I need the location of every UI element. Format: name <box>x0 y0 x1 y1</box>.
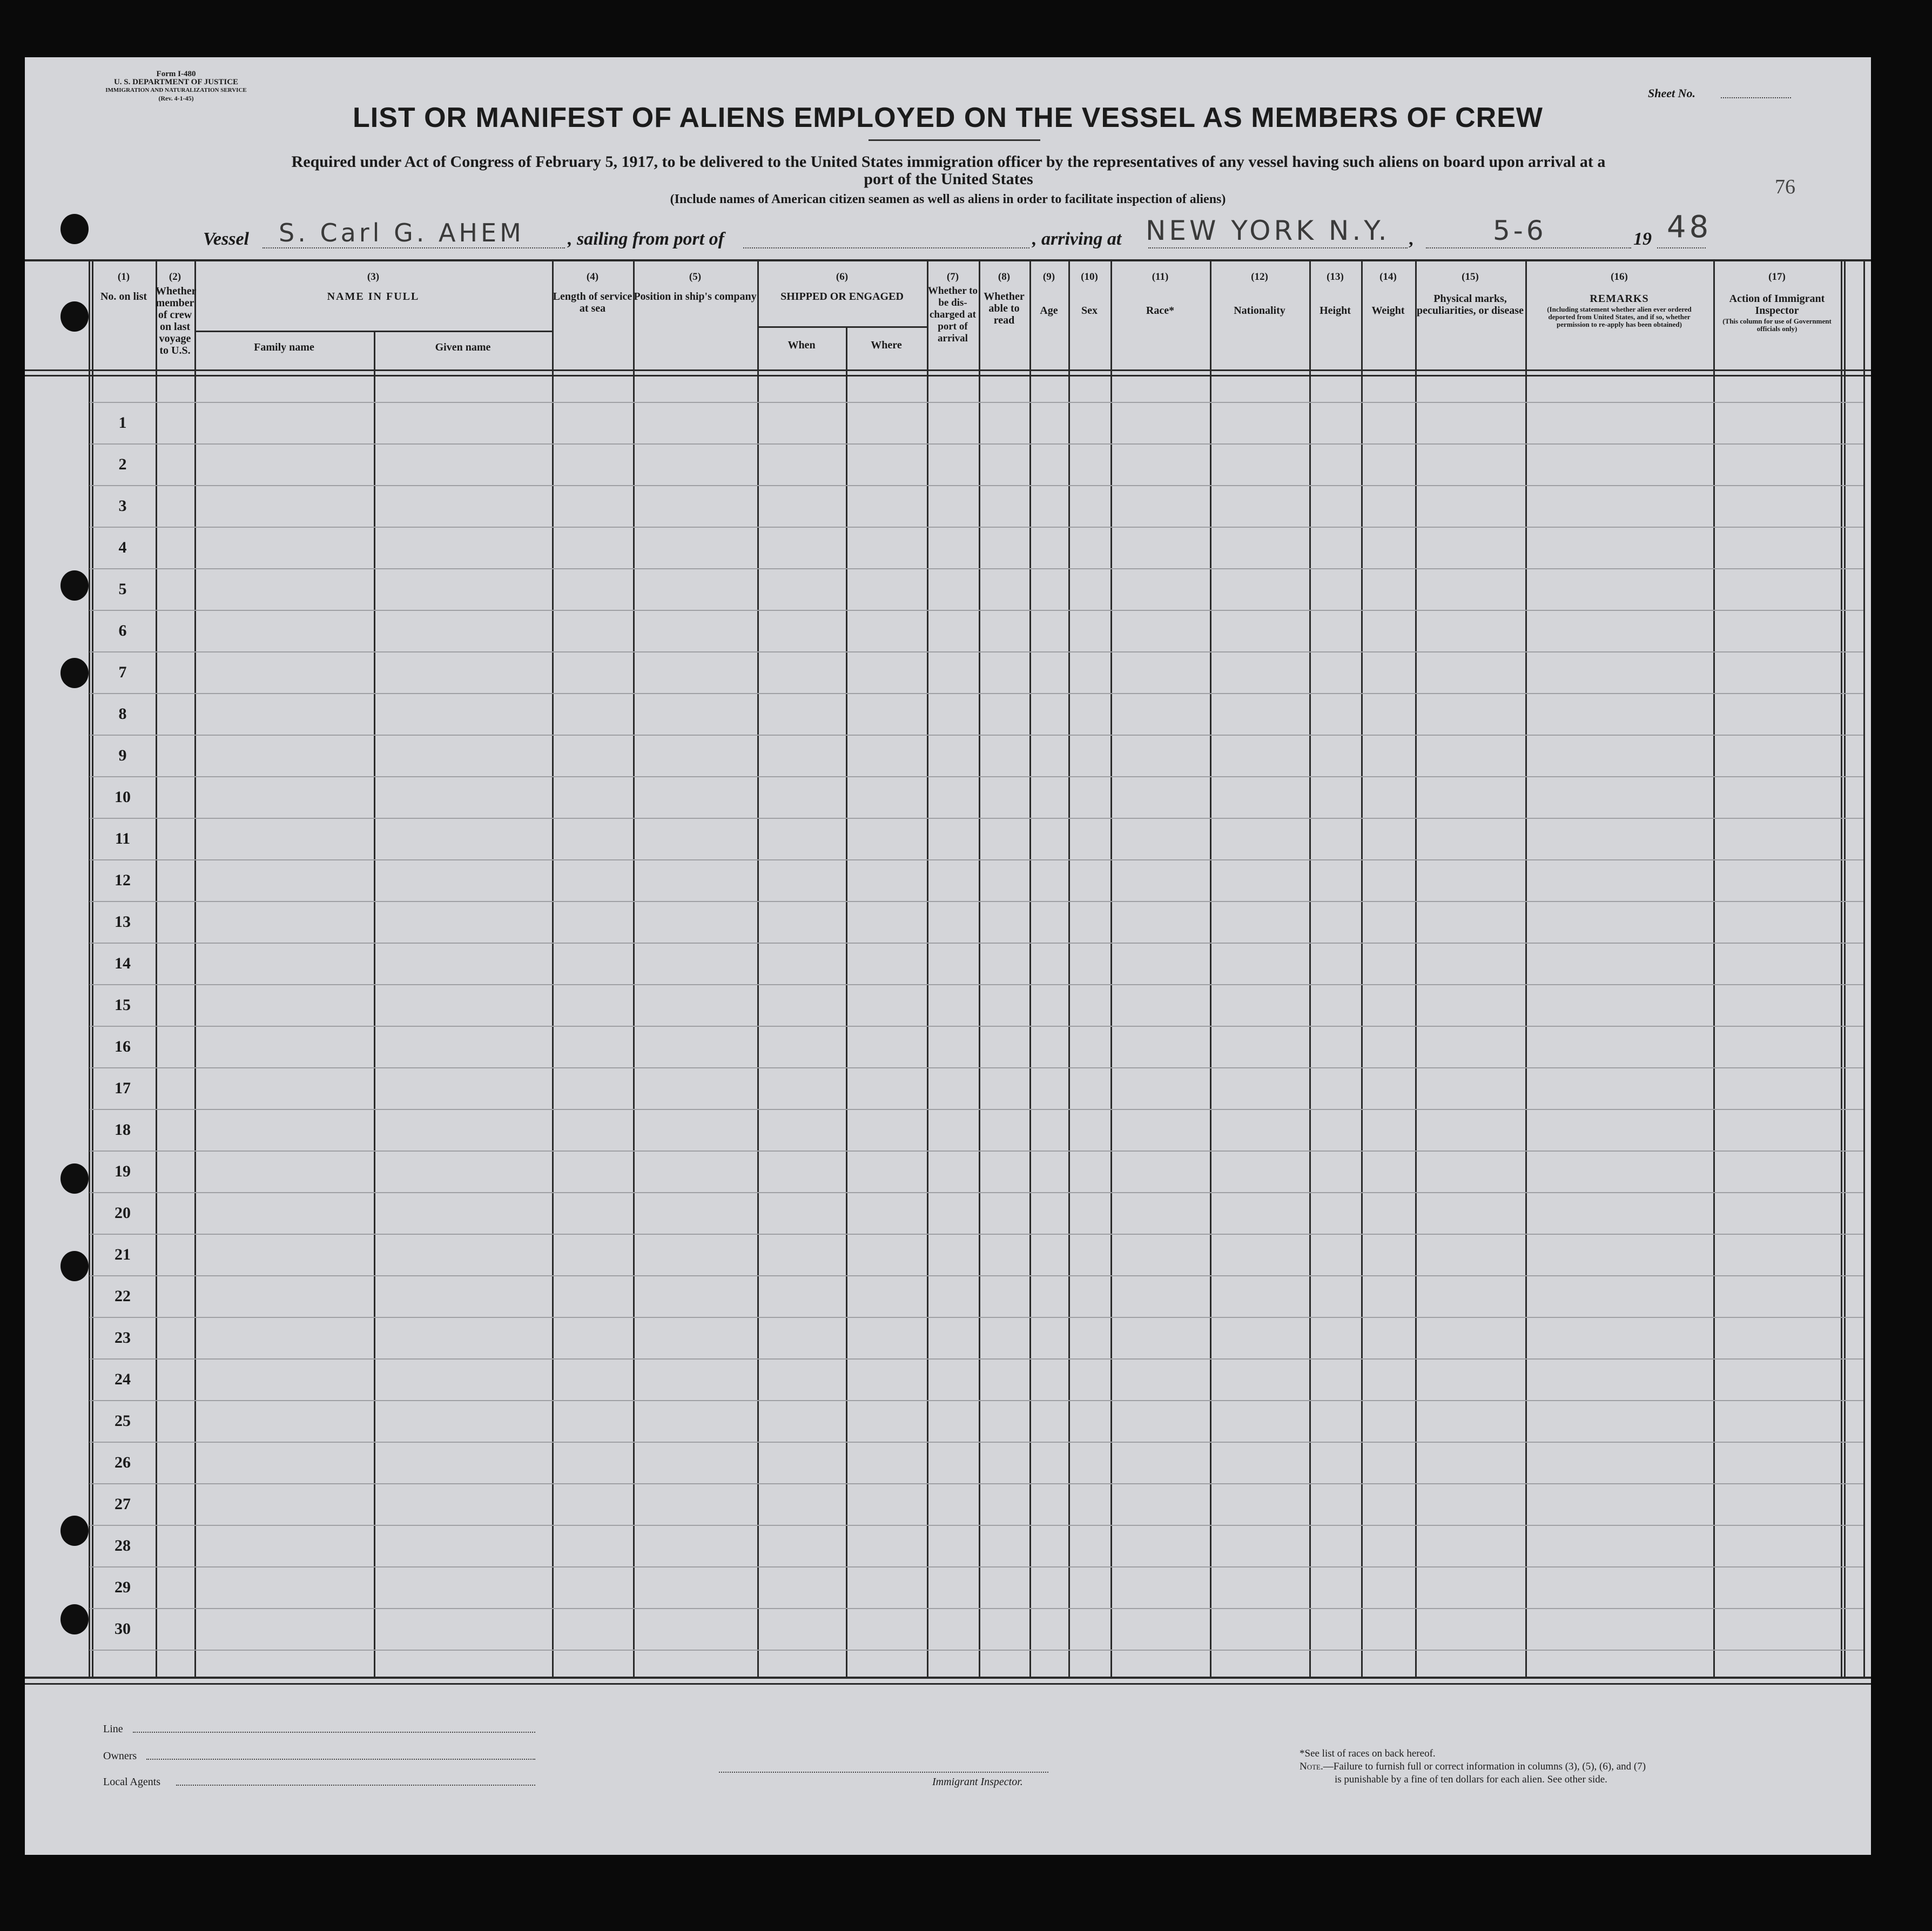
column-divider <box>1844 260 1846 1679</box>
column-divider <box>1841 260 1842 1679</box>
name-subheader-line <box>194 331 553 332</box>
column-divider <box>1525 260 1527 1679</box>
row-number: 17 <box>115 1079 131 1097</box>
fine-note <box>1300 1761 1646 1773</box>
table-row-line <box>90 443 1863 445</box>
row-number: 7 <box>118 663 127 681</box>
row-number: 1 <box>118 414 127 432</box>
col-16-header: (16) REMARKS (Including statement whether alien ever ordered deported from United States, and if so, whether permission to re-apply has been obtained) <box>1525 271 1713 328</box>
row-number: 23 <box>115 1329 131 1347</box>
column-divider <box>1068 260 1070 1679</box>
comma: , <box>1409 229 1413 249</box>
col-1-header: (1) No. on list <box>100 271 147 302</box>
row-number: 22 <box>115 1287 131 1305</box>
table-row-line <box>90 1442 1863 1443</box>
inspector-label: Immigrant Inspector. <box>932 1776 1023 1788</box>
column-divider <box>1110 260 1112 1679</box>
col-9-header: (9) Age <box>1040 271 1058 317</box>
table-row-line <box>90 1483 1863 1484</box>
table-row-line <box>90 527 1863 528</box>
sailing-port-field[interactable] <box>743 247 1029 248</box>
row-number: 18 <box>115 1121 131 1139</box>
column-divider <box>927 260 928 1679</box>
col-10-header: (10) Sex <box>1081 271 1098 317</box>
footer-line-field[interactable] <box>133 1732 535 1733</box>
subtitle <box>127 153 1769 188</box>
fine-note-2: is punishable by a fine of ten dollars for each alien. See other side. <box>1335 1774 1607 1785</box>
table-row-line <box>90 1400 1863 1401</box>
column-divider <box>1863 260 1865 1679</box>
row-number: 20 <box>115 1204 131 1222</box>
col-13-header: (13) Height <box>1320 271 1351 317</box>
punch-hole <box>60 658 89 688</box>
row-number: 6 <box>118 622 127 640</box>
row-number: 26 <box>115 1454 131 1471</box>
col-17-header: (17) Action of Immigrant Inspector (This column for use of Government officials only) <box>1713 271 1841 333</box>
date-field[interactable] <box>1426 247 1631 248</box>
punch-hole <box>60 1251 89 1281</box>
col-14-header: (14) Weight <box>1371 271 1405 317</box>
arriving-port-field[interactable] <box>1148 247 1408 248</box>
table-top-border <box>25 259 1871 261</box>
row-number: 27 <box>115 1495 131 1513</box>
date-handwritten: 5-6 <box>1493 215 1547 246</box>
arriving-label: , arriving at <box>1032 229 1122 249</box>
row-number: 4 <box>118 539 127 556</box>
table-row-line <box>90 859 1863 860</box>
col-8-header: (8) Whether able to read <box>984 271 1025 326</box>
shipped-subheader-line <box>757 326 928 328</box>
manifest-sheet <box>25 57 1871 1855</box>
year-field[interactable] <box>1657 247 1706 248</box>
inspector-signature-field[interactable] <box>719 1772 1048 1773</box>
subtitle-line-2: port of the United States <box>864 170 1033 188</box>
footer-line-label: Line <box>103 1723 123 1735</box>
column-divider <box>1210 260 1211 1679</box>
column-divider <box>846 326 847 1679</box>
row-number: 21 <box>115 1246 131 1263</box>
col-4-header: (4) Length of service at sea <box>553 271 632 314</box>
header-bottom-line <box>25 369 1871 371</box>
row-number: 3 <box>118 497 127 515</box>
shipped-when-header: When <box>787 339 816 351</box>
table-row-line <box>90 818 1863 819</box>
subtitle-instruction: (Include names of American citizen seamen as well as aliens in order to facilitate inspection of aliens) <box>670 192 1226 206</box>
column-divider <box>1415 260 1417 1679</box>
row-number: 30 <box>115 1620 131 1638</box>
column-divider <box>1309 260 1311 1679</box>
column-divider <box>1361 260 1363 1679</box>
note-text-1: —Failure to furnish full or correct information in columns (3), (5), (6), and (7) <box>1323 1761 1646 1772</box>
header-bottom-line-2 <box>25 375 1871 376</box>
table-row-line <box>90 1150 1863 1152</box>
row-number: 28 <box>115 1537 131 1555</box>
row-number: 5 <box>118 580 127 598</box>
col-11-header: (11) Race* <box>1146 271 1175 317</box>
col-6-header: (6) SHIPPED OR ENGAGED <box>780 271 904 302</box>
punch-hole <box>60 570 89 601</box>
row-number: 11 <box>115 830 131 847</box>
column-divider <box>552 260 554 1679</box>
col-15-header: (15) Physical marks, peculiarities, or disease <box>1417 271 1524 317</box>
table-row-line <box>90 610 1863 611</box>
remarks-note: (Including statement whether alien ever ordered deported from United States, and if so, whether permission to re-apply has been obtained) <box>1547 305 1692 328</box>
note-label: Note. <box>1300 1761 1323 1772</box>
row-number: 8 <box>118 705 127 723</box>
table-bottom-border <box>25 1677 1871 1679</box>
row-number: 24 <box>115 1370 131 1388</box>
table-bottom-border-2 <box>25 1683 1871 1685</box>
vessel-field[interactable] <box>262 247 565 248</box>
table-row-line <box>90 1109 1863 1110</box>
col-3-header: (3) NAME IN FULL <box>327 271 420 302</box>
table-row-line <box>90 943 1863 944</box>
row-number: 2 <box>118 455 127 473</box>
column-divider <box>633 260 635 1679</box>
form-id-block <box>95 70 257 103</box>
sheet-number-label: Sheet No. <box>1648 86 1695 100</box>
given-name-header: Given name <box>435 341 491 353</box>
subtitle-line-1: Required under Act of Congress of February 5, 1917, to be delivered to the United States immigration officer by the representatives of any vessel having such aliens on board upon arrival at a <box>291 153 1606 171</box>
page-title: LIST OR MANIFEST OF ALIENS EMPLOYED ON THE VESSEL AS MEMBERS OF CREW <box>353 102 1543 133</box>
col-2-header: (2) Whether member of crew on last voyage to U.S. <box>156 271 197 356</box>
footer-owners-field[interactable] <box>146 1759 535 1760</box>
sailing-label: , sailing from port of <box>568 229 724 249</box>
footer-agents-label: Local Agents <box>103 1776 161 1788</box>
table-row-line <box>90 1650 1863 1651</box>
table-row-line <box>90 735 1863 736</box>
column-divider <box>374 331 375 1679</box>
table-row-line <box>90 1026 1863 1027</box>
column-divider <box>979 260 980 1679</box>
shipped-where-header: Where <box>871 339 902 351</box>
inspector-note: (This column for use of Government officials only) <box>1722 317 1832 333</box>
title-underline <box>869 139 1040 141</box>
vessel-name-handwritten: S. Carl G. AHEM <box>279 218 524 247</box>
page-number: 76 <box>1775 176 1795 198</box>
arriving-port-handwritten: NEW YORK N.Y. <box>1146 215 1390 246</box>
vessel-label: Vessel <box>203 229 249 249</box>
punch-hole <box>60 1604 89 1634</box>
department-name: U. S. DEPARTMENT OF JUSTICE <box>113 78 239 86</box>
table-row-line <box>90 1566 1863 1567</box>
punch-hole <box>60 301 89 332</box>
row-number: 25 <box>115 1412 131 1430</box>
sheet-number-field[interactable] <box>1721 97 1791 98</box>
column-divider <box>194 260 196 1679</box>
year-prefix: 19 <box>1633 229 1652 249</box>
column-divider <box>1029 260 1031 1679</box>
punch-hole <box>60 1163 89 1194</box>
row-number: 16 <box>115 1038 131 1055</box>
table-row-line <box>90 1192 1863 1193</box>
column-divider <box>1713 260 1715 1679</box>
row-number: 9 <box>118 746 127 764</box>
table-row-line <box>90 1608 1863 1609</box>
col-5-header: (5) Position in ship's company <box>634 271 757 302</box>
col-7-header: (7) Whether to be dis-charged at port of arrival <box>928 271 978 344</box>
table-row-line <box>90 1067 1863 1068</box>
row-number: 14 <box>115 954 131 972</box>
table-row-line <box>90 984 1863 985</box>
family-name-header: Family name <box>254 341 314 353</box>
row-number: 19 <box>115 1162 131 1180</box>
column-divider <box>156 260 157 1679</box>
table-row-line <box>90 1358 1863 1360</box>
row-number: 13 <box>115 913 131 931</box>
punch-hole <box>60 214 89 244</box>
footer-agents-field[interactable] <box>176 1785 535 1786</box>
revision-date: (Rev. 4-1-45) <box>158 95 194 102</box>
table-row-line <box>90 651 1863 652</box>
race-note: *See list of races on back hereof. <box>1300 1748 1436 1759</box>
table-row-line <box>90 1317 1863 1318</box>
form-number: Form I-480 <box>156 70 196 78</box>
row-number: 10 <box>115 788 131 806</box>
year-handwritten: 48 <box>1667 210 1712 245</box>
row-number: 15 <box>115 996 131 1014</box>
table-row-line <box>90 1234 1863 1235</box>
footer-owners-label: Owners <box>103 1750 137 1762</box>
table-row-line <box>90 693 1863 694</box>
table-row-line <box>90 568 1863 569</box>
table-row-line <box>90 485 1863 486</box>
table-row-line <box>90 776 1863 777</box>
punch-hole <box>60 1516 89 1546</box>
row-number: 29 <box>115 1578 131 1596</box>
table-row-line <box>90 402 1863 403</box>
table-row-line <box>90 901 1863 902</box>
row-number: 12 <box>115 871 131 889</box>
column-divider <box>757 260 759 1679</box>
service-name: IMMIGRATION AND NATURALIZATION SERVICE <box>105 87 247 93</box>
table-row-line <box>90 1275 1863 1276</box>
col-12-header: (12) Nationality <box>1234 271 1285 317</box>
table-row-line <box>90 1525 1863 1526</box>
